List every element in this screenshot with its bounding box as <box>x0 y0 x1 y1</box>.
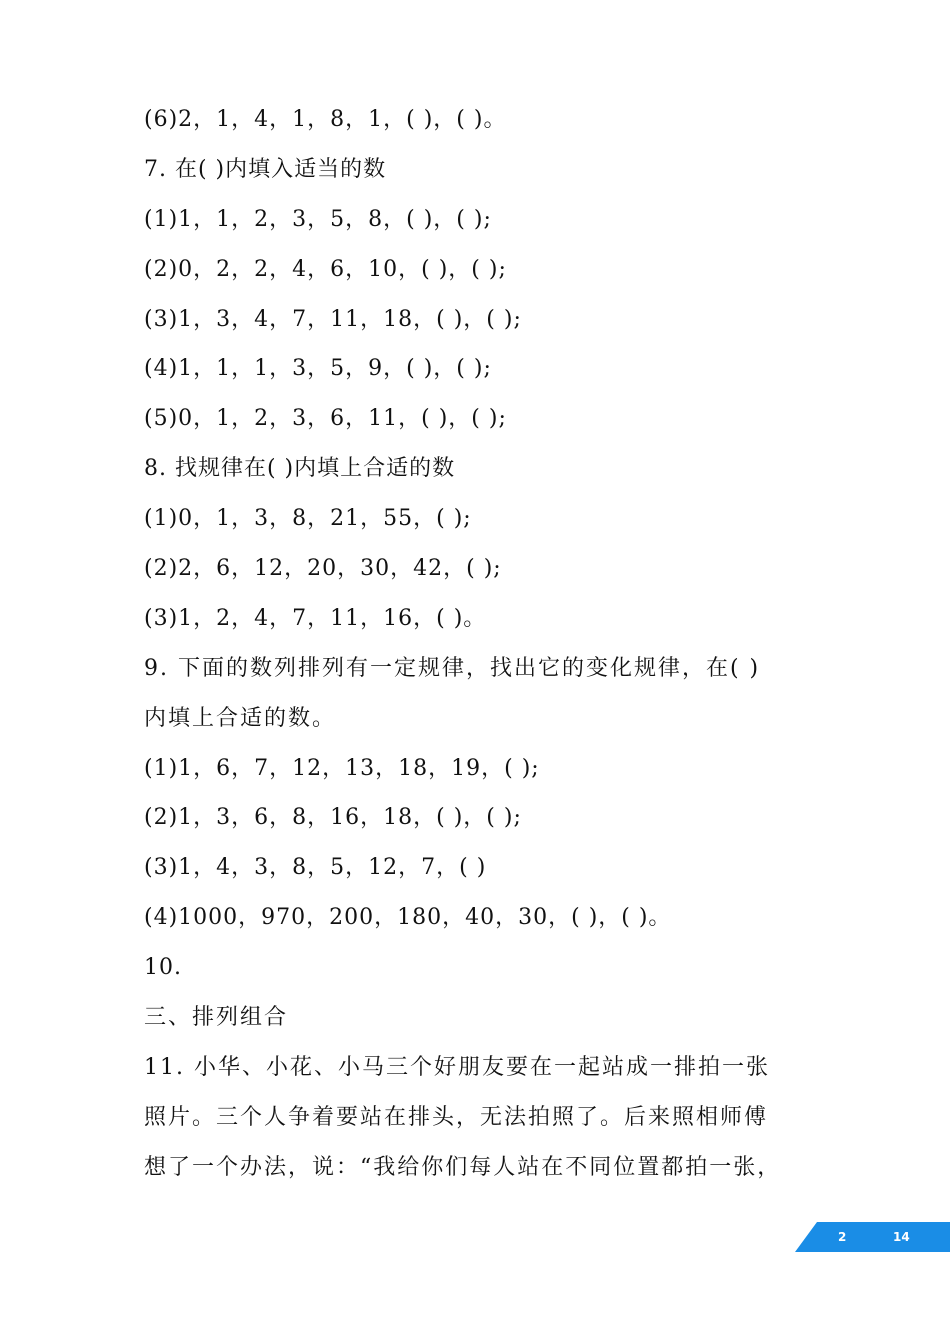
question-7-item-3: (3)1，3，4，7，11，18，( )，( ); <box>144 306 522 332</box>
section-3-heading: 三、排列组合 <box>144 1005 289 1031</box>
question-7-item-1: (1)1，1，2，3，5，8，( )，( ); <box>144 206 492 232</box>
question-9-item-1: (1)1，6，7，12，13，18，19，( ); <box>144 755 540 781</box>
problem-6-subitem-6: (6)2，1，4，1，8，1，( )，( )。 <box>144 107 507 132</box>
question-8-item-1: (1)0，1，3，8，21，55，( ); <box>144 506 472 532</box>
question-7-item-2: (2)0，2，2，4，6，10，( )，( ); <box>144 256 507 282</box>
question-9-heading: 9. 下面的数列排列有一定规律，找出它的变化规律，在( ) <box>144 655 761 681</box>
question-7-item-4: (4)1，1，1，3，5，9，( )，( ); <box>144 356 492 382</box>
question-11-text-line-1: 11. 小华、小花、小马三个好朋友要在一起站成一排拍一张 <box>144 1054 770 1080</box>
question-11-text-line-2: 照片。三个人争着要站在排头，无法拍照了。后来照相师傅 <box>144 1104 769 1130</box>
question-7-item-5: (5)0，1，2，3，6，11，( )，( ); <box>144 406 507 432</box>
question-8-item-3: (3)1，2，4，7，11，16，( )。 <box>144 605 487 631</box>
question-9-item-4: (4)1000，970，200，180，40，30，( )，( )。 <box>144 905 672 931</box>
current-page-number: 2 <box>838 1230 847 1244</box>
question-8-item-2: (2)2，6，12，20，30，42，( ); <box>144 556 502 582</box>
total-pages-number: 14 <box>893 1230 910 1244</box>
question-9-item-3: (3)1，4，3，8，5，12，7，( ) <box>144 855 487 881</box>
page-footer-banner <box>795 1222 950 1252</box>
question-9-item-2: (2)1，3，6，8，16，18，( )，( ); <box>144 805 522 831</box>
question-9-heading-continued: 内填上合适的数。 <box>144 705 337 731</box>
question-8-heading: 8. 找规律在( )内填上合适的数 <box>144 456 456 482</box>
question-11-text-line-3: 想了一个办法，说：“我给你们每人站在不同位置都拍一张， <box>144 1154 782 1180</box>
question-10-heading: 10. <box>144 955 182 981</box>
question-7-heading: 7. 在( )内填入适当的数 <box>144 156 387 182</box>
document-body <box>144 95 824 1193</box>
